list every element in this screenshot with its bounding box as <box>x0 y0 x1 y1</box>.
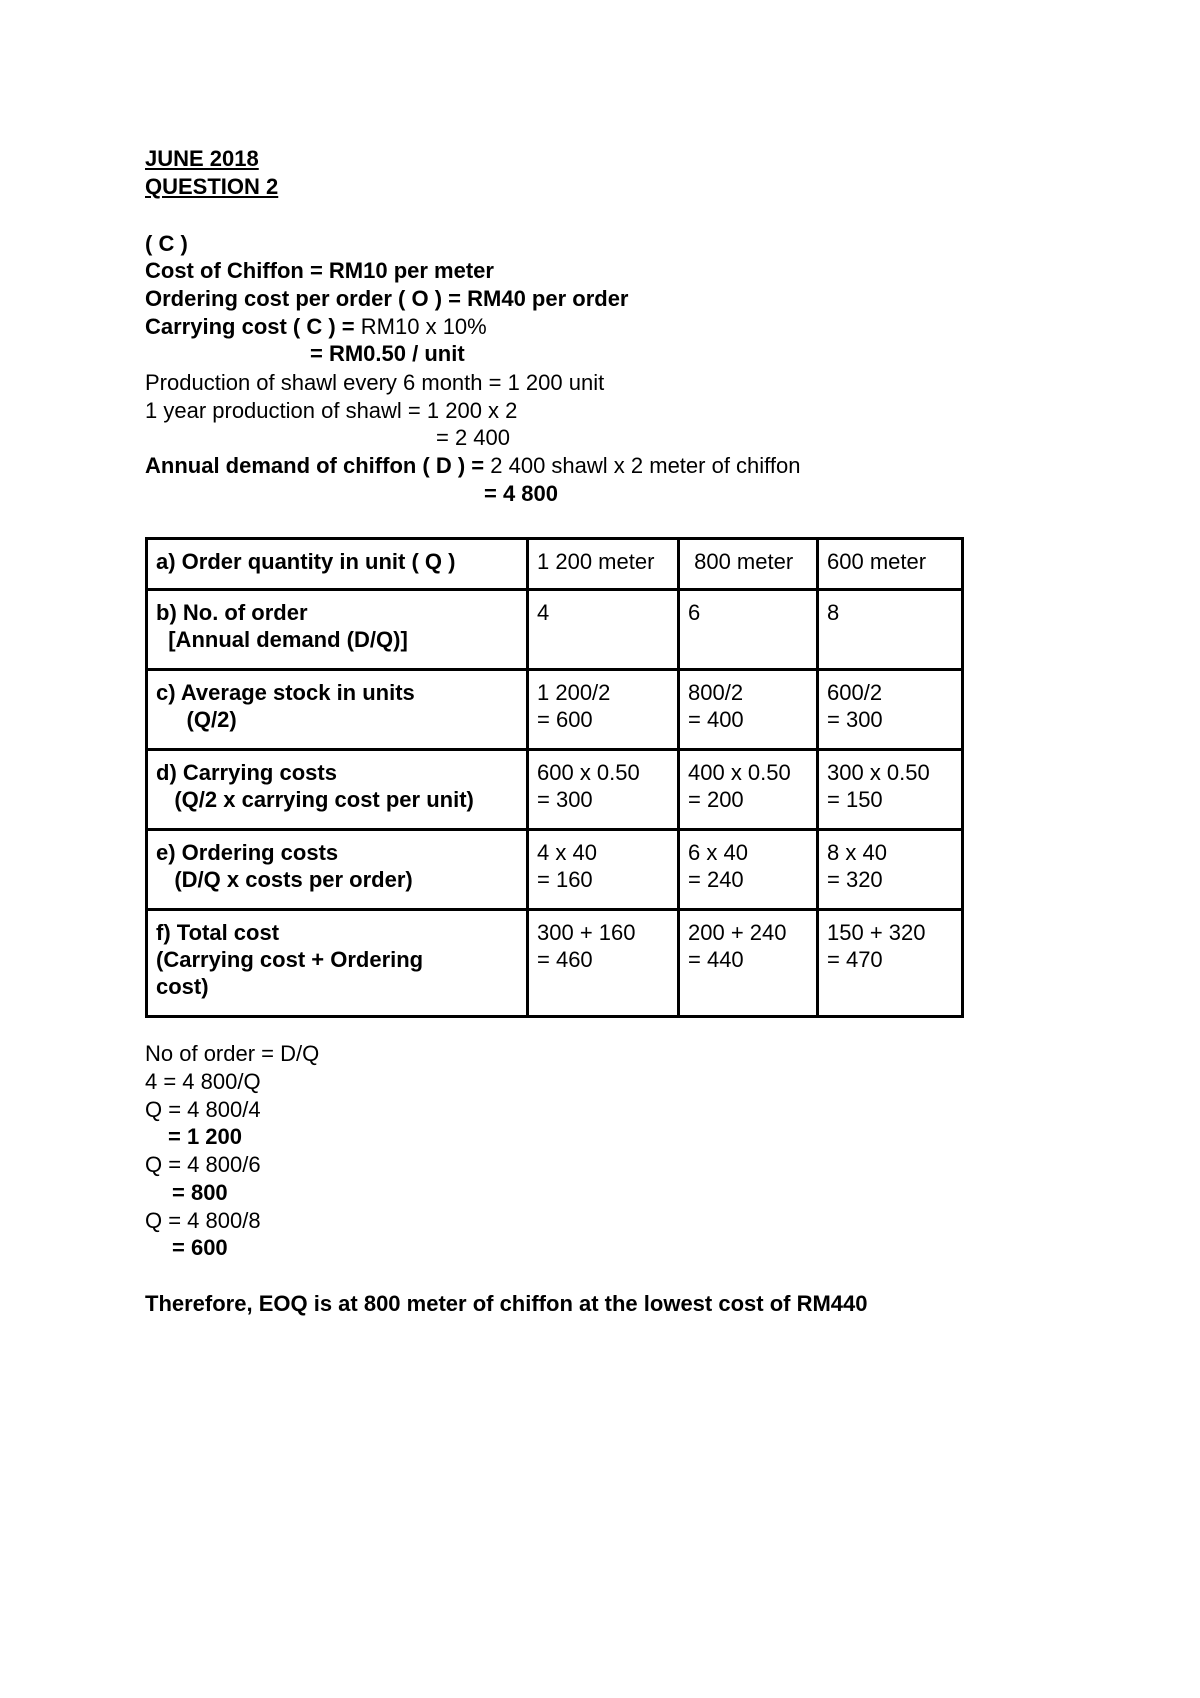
table-cell: 400 x 0.50 = 200 <box>679 750 818 830</box>
working-line: Q = 4 800/6 <box>145 1152 261 1177</box>
question-heading: QUESTION 2 <box>145 174 279 199</box>
table-row <box>147 670 963 750</box>
annual-demand-expression: 2 400 shawl x 2 meter of chiffon <box>490 453 801 478</box>
table-row <box>147 750 963 830</box>
conclusion: Therefore, EOQ is at 800 meter of chiffon at the lowest cost of RM440 <box>145 1291 868 1316</box>
table-cell: 4 x 40 = 160 <box>528 830 679 910</box>
table-cell: 8 <box>818 590 963 670</box>
carrying-cost-expression: RM10 x 10% <box>360 314 487 339</box>
production-one-year-result: = 2 400 <box>436 425 511 450</box>
ordering-cost: Ordering cost per order ( O ) = RM40 per order <box>145 286 629 311</box>
table-cell: 800 meter <box>679 539 818 590</box>
table-cell: 150 + 320 = 470 <box>818 910 963 1017</box>
carrying-cost-label: Carrying cost ( C ) = <box>145 314 361 339</box>
row-label: d) Carrying costs (Q/2 x carrying cost per unit) <box>147 750 528 830</box>
working-line: Q = 4 800/4 <box>145 1097 261 1122</box>
table-cell: 800/2 = 400 <box>679 670 818 750</box>
table-cell: 8 x 40 = 320 <box>818 830 963 910</box>
table-cell: 4 <box>528 590 679 670</box>
table-row <box>147 910 963 1017</box>
production-six-month: Production of shawl every 6 month = 1 200 unit <box>145 370 605 395</box>
table-row <box>147 590 963 670</box>
annual-demand-line <box>145 453 800 479</box>
working-result: = 1 200 <box>168 1124 243 1149</box>
table-row <box>147 539 963 590</box>
working-line: No of order = D/Q <box>145 1041 320 1066</box>
table-cell: 1 200 meter <box>528 539 679 590</box>
table-cell: 600 x 0.50 = 300 <box>528 750 679 830</box>
table-cell: 600 meter <box>818 539 963 590</box>
production-one-year: 1 year production of shawl = 1 200 x 2 <box>145 398 518 423</box>
row-label: a) Order quantity in unit ( Q ) <box>147 539 528 590</box>
table-row <box>147 830 963 910</box>
table-cell: 6 <box>679 590 818 670</box>
table-cell: 6 x 40 = 240 <box>679 830 818 910</box>
row-label: c) Average stock in units (Q/2) <box>147 670 528 750</box>
row-label: e) Ordering costs (D/Q x costs per order) <box>147 830 528 910</box>
table-cell: 1 200/2 = 600 <box>528 670 679 750</box>
eoq-table <box>145 537 964 1018</box>
annual-demand-label: Annual demand of chiffon ( D ) = <box>145 453 491 478</box>
row-label: f) Total cost (Carrying cost + Ordering cost) <box>147 910 528 1017</box>
section-label: ( C ) <box>145 231 188 256</box>
working-result: = 800 <box>172 1180 228 1205</box>
carrying-cost-result: = RM0.50 / unit <box>310 341 465 366</box>
table-cell: 300 + 160 = 460 <box>528 910 679 1017</box>
carrying-cost-line <box>145 314 487 340</box>
working-line: 4 = 4 800/Q <box>145 1069 261 1094</box>
annual-demand-result: = 4 800 <box>484 481 559 506</box>
exam-date-heading: JUNE 2018 <box>145 146 259 171</box>
working-line: Q = 4 800/8 <box>145 1208 261 1233</box>
working-result: = 600 <box>172 1235 228 1260</box>
table-cell: 200 + 240 = 440 <box>679 910 818 1017</box>
row-label: b) No. of order [Annual demand (D/Q)] <box>147 590 528 670</box>
table-cell: 300 x 0.50 = 150 <box>818 750 963 830</box>
cost-of-chiffon: Cost of Chiffon = RM10 per meter <box>145 258 494 283</box>
table-cell: 600/2 = 300 <box>818 670 963 750</box>
